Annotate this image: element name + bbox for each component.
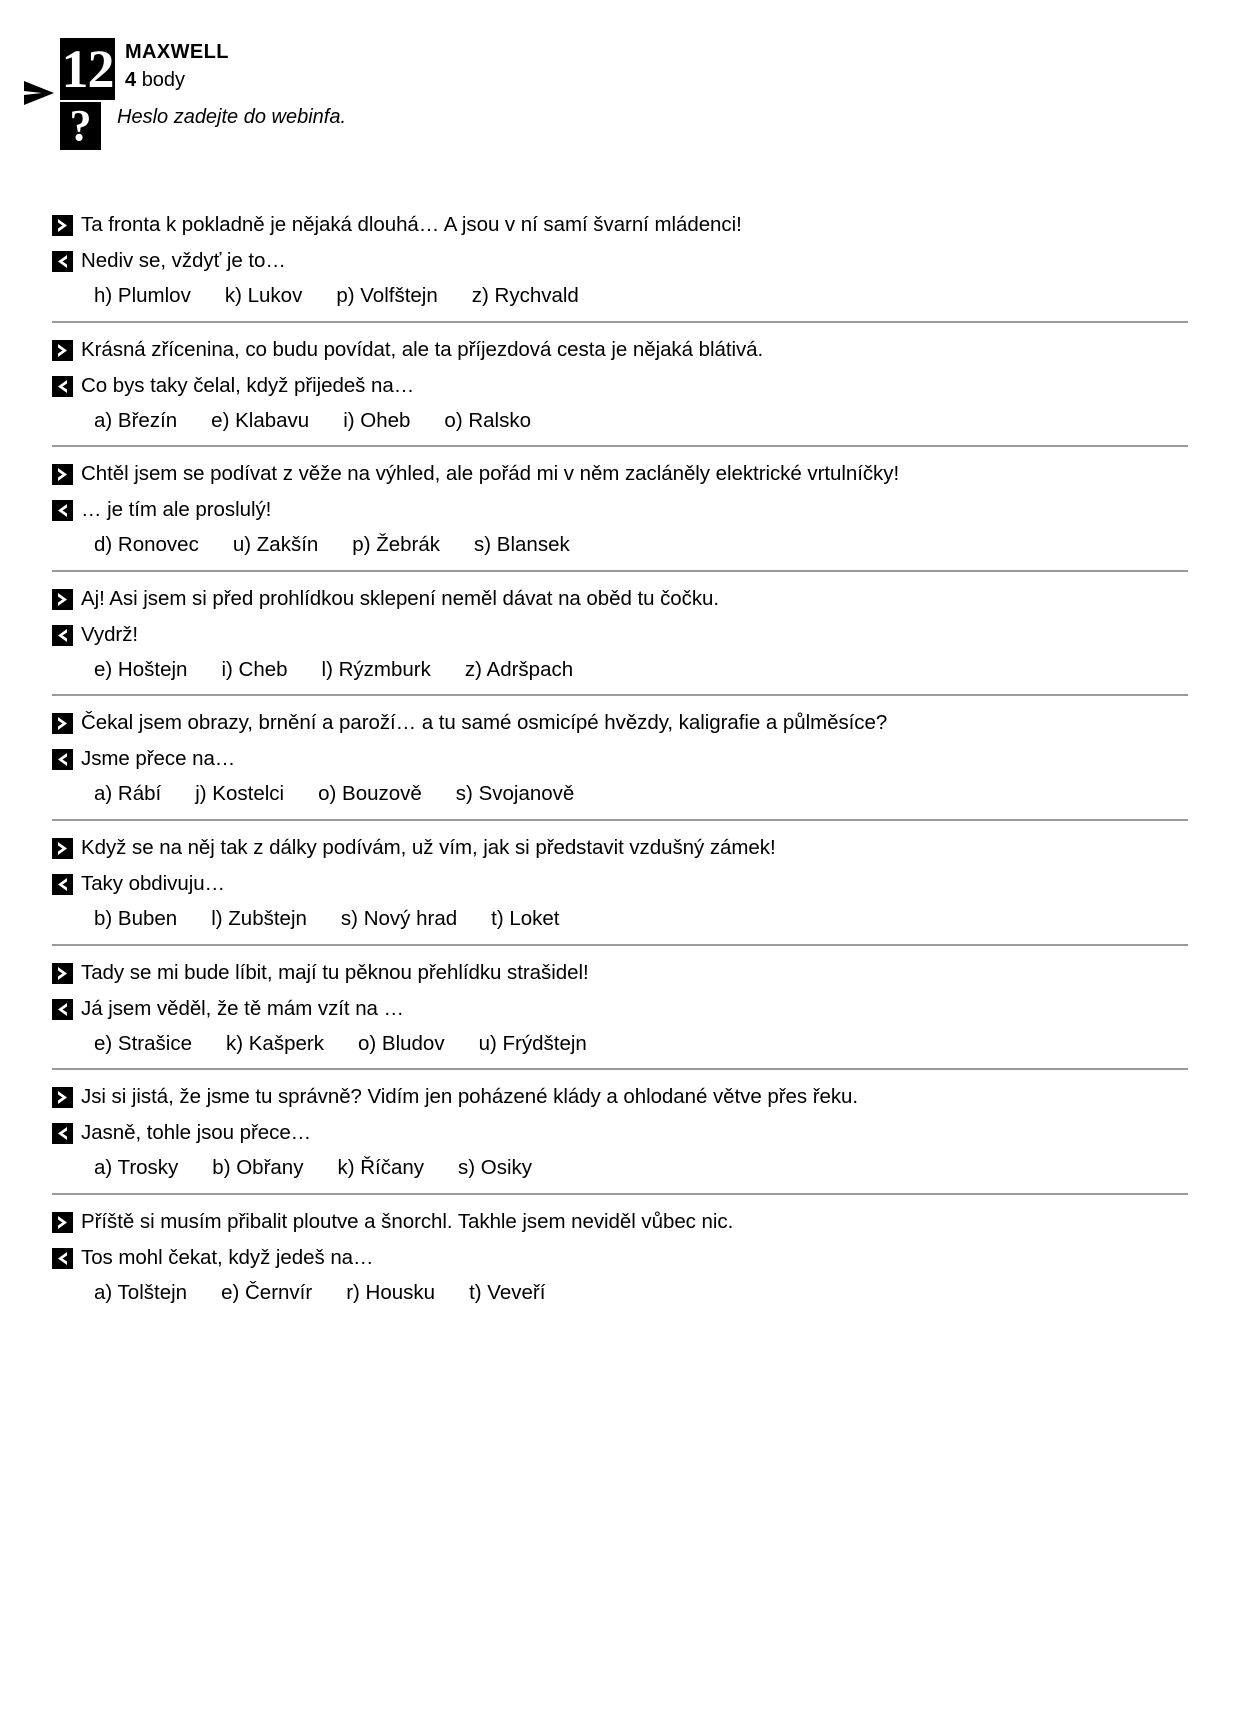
- answer-option[interactable]: s) Svojanově: [455, 782, 575, 806]
- answer-option[interactable]: e) Hoštejn: [94, 657, 188, 681]
- question-block: [52, 944, 1188, 1069]
- answer-option[interactable]: z) Adršpach: [464, 657, 574, 681]
- reply-text: Taky obdivuju…: [81, 871, 226, 895]
- answer-option[interactable]: b) Obřany: [212, 1156, 304, 1180]
- answer-option[interactable]: l) Rýzmburk: [321, 657, 431, 681]
- answer-option[interactable]: k) Říčany: [337, 1156, 425, 1180]
- answer-options: [94, 1281, 1188, 1306]
- prompt-line: [52, 212, 1188, 237]
- answer-option[interactable]: d) Ronovec: [94, 533, 199, 557]
- task-header: [0, 0, 1240, 150]
- answer-options: [94, 533, 1188, 558]
- task-points-value: 4: [125, 69, 137, 91]
- chevron-right-marker-icon: [52, 713, 73, 734]
- reply-line: [52, 1245, 1188, 1270]
- answer-options: [94, 1156, 1188, 1181]
- question-block: [52, 1068, 1188, 1193]
- instruction-text: Heslo zadejte do webinfa.: [117, 106, 347, 128]
- answer-option[interactable]: k) Lukov: [224, 284, 303, 307]
- reply-line: [52, 1120, 1188, 1145]
- reply-line: [52, 996, 1188, 1021]
- prompt-text: Jsi si jistá, že jsme tu správně? Vidím jen poházené klády a ohlodané větve přes řeku.: [81, 1085, 859, 1109]
- answer-option[interactable]: a) Trosky: [94, 1156, 179, 1180]
- task-number-row: [60, 38, 229, 100]
- instruction-row: [60, 102, 346, 150]
- question-block: [52, 819, 1188, 944]
- reply-line: [52, 373, 1188, 398]
- reply-line: [52, 871, 1188, 896]
- question-list: [52, 198, 1188, 1317]
- question-block: [52, 321, 1188, 446]
- answer-options: [94, 907, 1188, 932]
- answer-options: [94, 409, 1188, 434]
- chevron-left-marker-icon: [52, 251, 73, 272]
- answer-option[interactable]: a) Březín: [94, 408, 178, 432]
- answer-option[interactable]: o) Bouzově: [318, 782, 422, 806]
- prompt-text: Chtěl jsem se podívat z věže na výhled, ale pořád mi v něm zacláněly elektrické vrtulníčky!: [81, 462, 900, 486]
- prompt-text: Tady se mi bude líbit, mají tu pěknou přehlídku strašidel!: [81, 960, 589, 984]
- answer-option[interactable]: b) Buben: [94, 906, 178, 930]
- question-block: [52, 445, 1188, 570]
- task-titles: [125, 38, 229, 94]
- chevron-right-marker-icon: [52, 340, 73, 361]
- chevron-right-marker-icon: [52, 589, 73, 610]
- prompt-text: Příště si musím přibalit ploutve a šnorchl. Takhle jsem neviděl vůbec nic.: [81, 1209, 734, 1233]
- chevron-right-marker-icon: [52, 1087, 73, 1108]
- reply-text: Tos mohl čekat, když jedeš na…: [81, 1245, 374, 1269]
- chevron-left-marker-icon: [52, 376, 73, 397]
- prompt-text: Krásná zřícenina, co budu povídat, ale ta příjezdová cesta je nějaká blátivá.: [81, 337, 764, 361]
- task-number-badge: 12: [61, 39, 114, 99]
- chevron-left-marker-icon: [52, 625, 73, 646]
- chevron-left-marker-icon: [52, 1248, 73, 1269]
- prompt-line: [52, 337, 1188, 362]
- prompt-text: Když se na něj tak z dálky podívám, už vím, jak si představit vzdušný zámek!: [81, 835, 776, 859]
- answer-option[interactable]: r) Housku: [346, 1280, 436, 1304]
- task-points-label: body: [141, 69, 186, 91]
- answer-option[interactable]: a) Rábí: [94, 782, 162, 806]
- answer-option[interactable]: l) Zubštejn: [211, 906, 307, 930]
- answer-option[interactable]: e) Černvír: [221, 1280, 313, 1304]
- reply-line: [52, 497, 1188, 522]
- prompt-line: [52, 1084, 1188, 1109]
- prompt-line: [52, 461, 1188, 486]
- answer-option[interactable]: a) Tolštejn: [94, 1280, 188, 1304]
- chevron-left-marker-icon: [52, 1123, 73, 1144]
- question-block: [52, 570, 1188, 695]
- prompt-text: Čekal jsem obrazy, brnění a paroží… a tu samé osmicípé hvězdy, kaligrafie a půlměsíce?: [81, 711, 888, 735]
- answer-option[interactable]: p) Žebrák: [352, 533, 441, 557]
- chevron-right-marker-icon: [52, 963, 73, 984]
- answer-option[interactable]: e) Klabavu: [211, 408, 310, 432]
- chevron-right-marker-icon: [52, 838, 73, 859]
- answer-option[interactable]: s) Osiky: [458, 1156, 533, 1180]
- prompt-line: [52, 710, 1188, 735]
- reply-text: Nediv se, vždyť je to…: [81, 249, 286, 272]
- answer-option[interactable]: k) Kašperk: [225, 1031, 324, 1055]
- answer-options: [94, 782, 1188, 807]
- answer-option[interactable]: s) Blansek: [474, 533, 570, 557]
- chevron-right-marker-icon: [52, 1212, 73, 1233]
- reply-text: Co bys taky čelal, když přijedeš na…: [81, 373, 415, 397]
- question-block: [52, 198, 1188, 321]
- header-marks: [60, 38, 346, 150]
- answer-option[interactable]: o) Bludov: [357, 1031, 445, 1055]
- prompt-text: Ta fronta k pokladně je nějaká dlouhá… A jsou v ní samí švarní mládenci!: [81, 213, 742, 236]
- answer-options: [94, 1032, 1188, 1057]
- chevron-right-marker-icon: [52, 215, 73, 236]
- reply-text: Jasně, tohle jsou přece…: [81, 1121, 312, 1145]
- answer-option[interactable]: i) Cheb: [221, 657, 288, 681]
- chevron-left-marker-icon: [52, 999, 73, 1020]
- answer-option[interactable]: i) Oheb: [343, 408, 411, 432]
- answer-option[interactable]: u) Zakšín: [232, 533, 319, 557]
- reply-line: [52, 622, 1188, 647]
- answer-option[interactable]: j) Kostelci: [195, 782, 285, 806]
- task-points: [125, 67, 229, 94]
- reply-text: Já jsem věděl, že tě mám vzít na …: [81, 996, 404, 1020]
- prompt-line: [52, 586, 1188, 611]
- reply-text: Vydrž!: [81, 622, 139, 646]
- answer-option[interactable]: s) Nový hrad: [340, 906, 458, 930]
- answer-option[interactable]: t) Veveří: [469, 1280, 546, 1304]
- answer-options: [94, 284, 1188, 309]
- answer-option[interactable]: o) Ralsko: [444, 408, 532, 432]
- prompt-line: [52, 960, 1188, 985]
- chevron-left-marker-icon: [52, 500, 73, 521]
- chevron-left-marker-icon: [52, 874, 73, 895]
- reply-text: Jsme přece na…: [81, 747, 236, 771]
- reply-line: [52, 248, 1188, 273]
- answer-options: [94, 658, 1188, 683]
- page-title: MAXWELL: [125, 41, 229, 63]
- answer-option[interactable]: u) Frýdštejn: [478, 1031, 587, 1055]
- prompt-line: [52, 1209, 1188, 1234]
- answer-option[interactable]: t) Loket: [491, 906, 560, 930]
- chevron-left-marker-icon: [52, 749, 73, 770]
- answer-option[interactable]: z) Rychvald: [471, 284, 579, 307]
- reply-line: [52, 746, 1188, 771]
- prompt-text: Aj! Asi jsem si před prohlídkou sklepení neměl dávat na oběd tu čočku.: [81, 586, 720, 610]
- chevron-right-icon: [22, 78, 56, 108]
- reply-text: … je tím ale proslulý!: [81, 498, 272, 522]
- chevron-right-marker-icon: [52, 464, 73, 485]
- question-block: [52, 694, 1188, 819]
- prompt-line: [52, 835, 1188, 860]
- answer-option[interactable]: h) Plumlov: [94, 284, 191, 307]
- question-mark-badge: ?: [60, 102, 101, 150]
- question-block: [52, 1193, 1188, 1318]
- answer-option[interactable]: e) Strašice: [94, 1031, 192, 1055]
- answer-option[interactable]: p) Volfštejn: [336, 284, 438, 307]
